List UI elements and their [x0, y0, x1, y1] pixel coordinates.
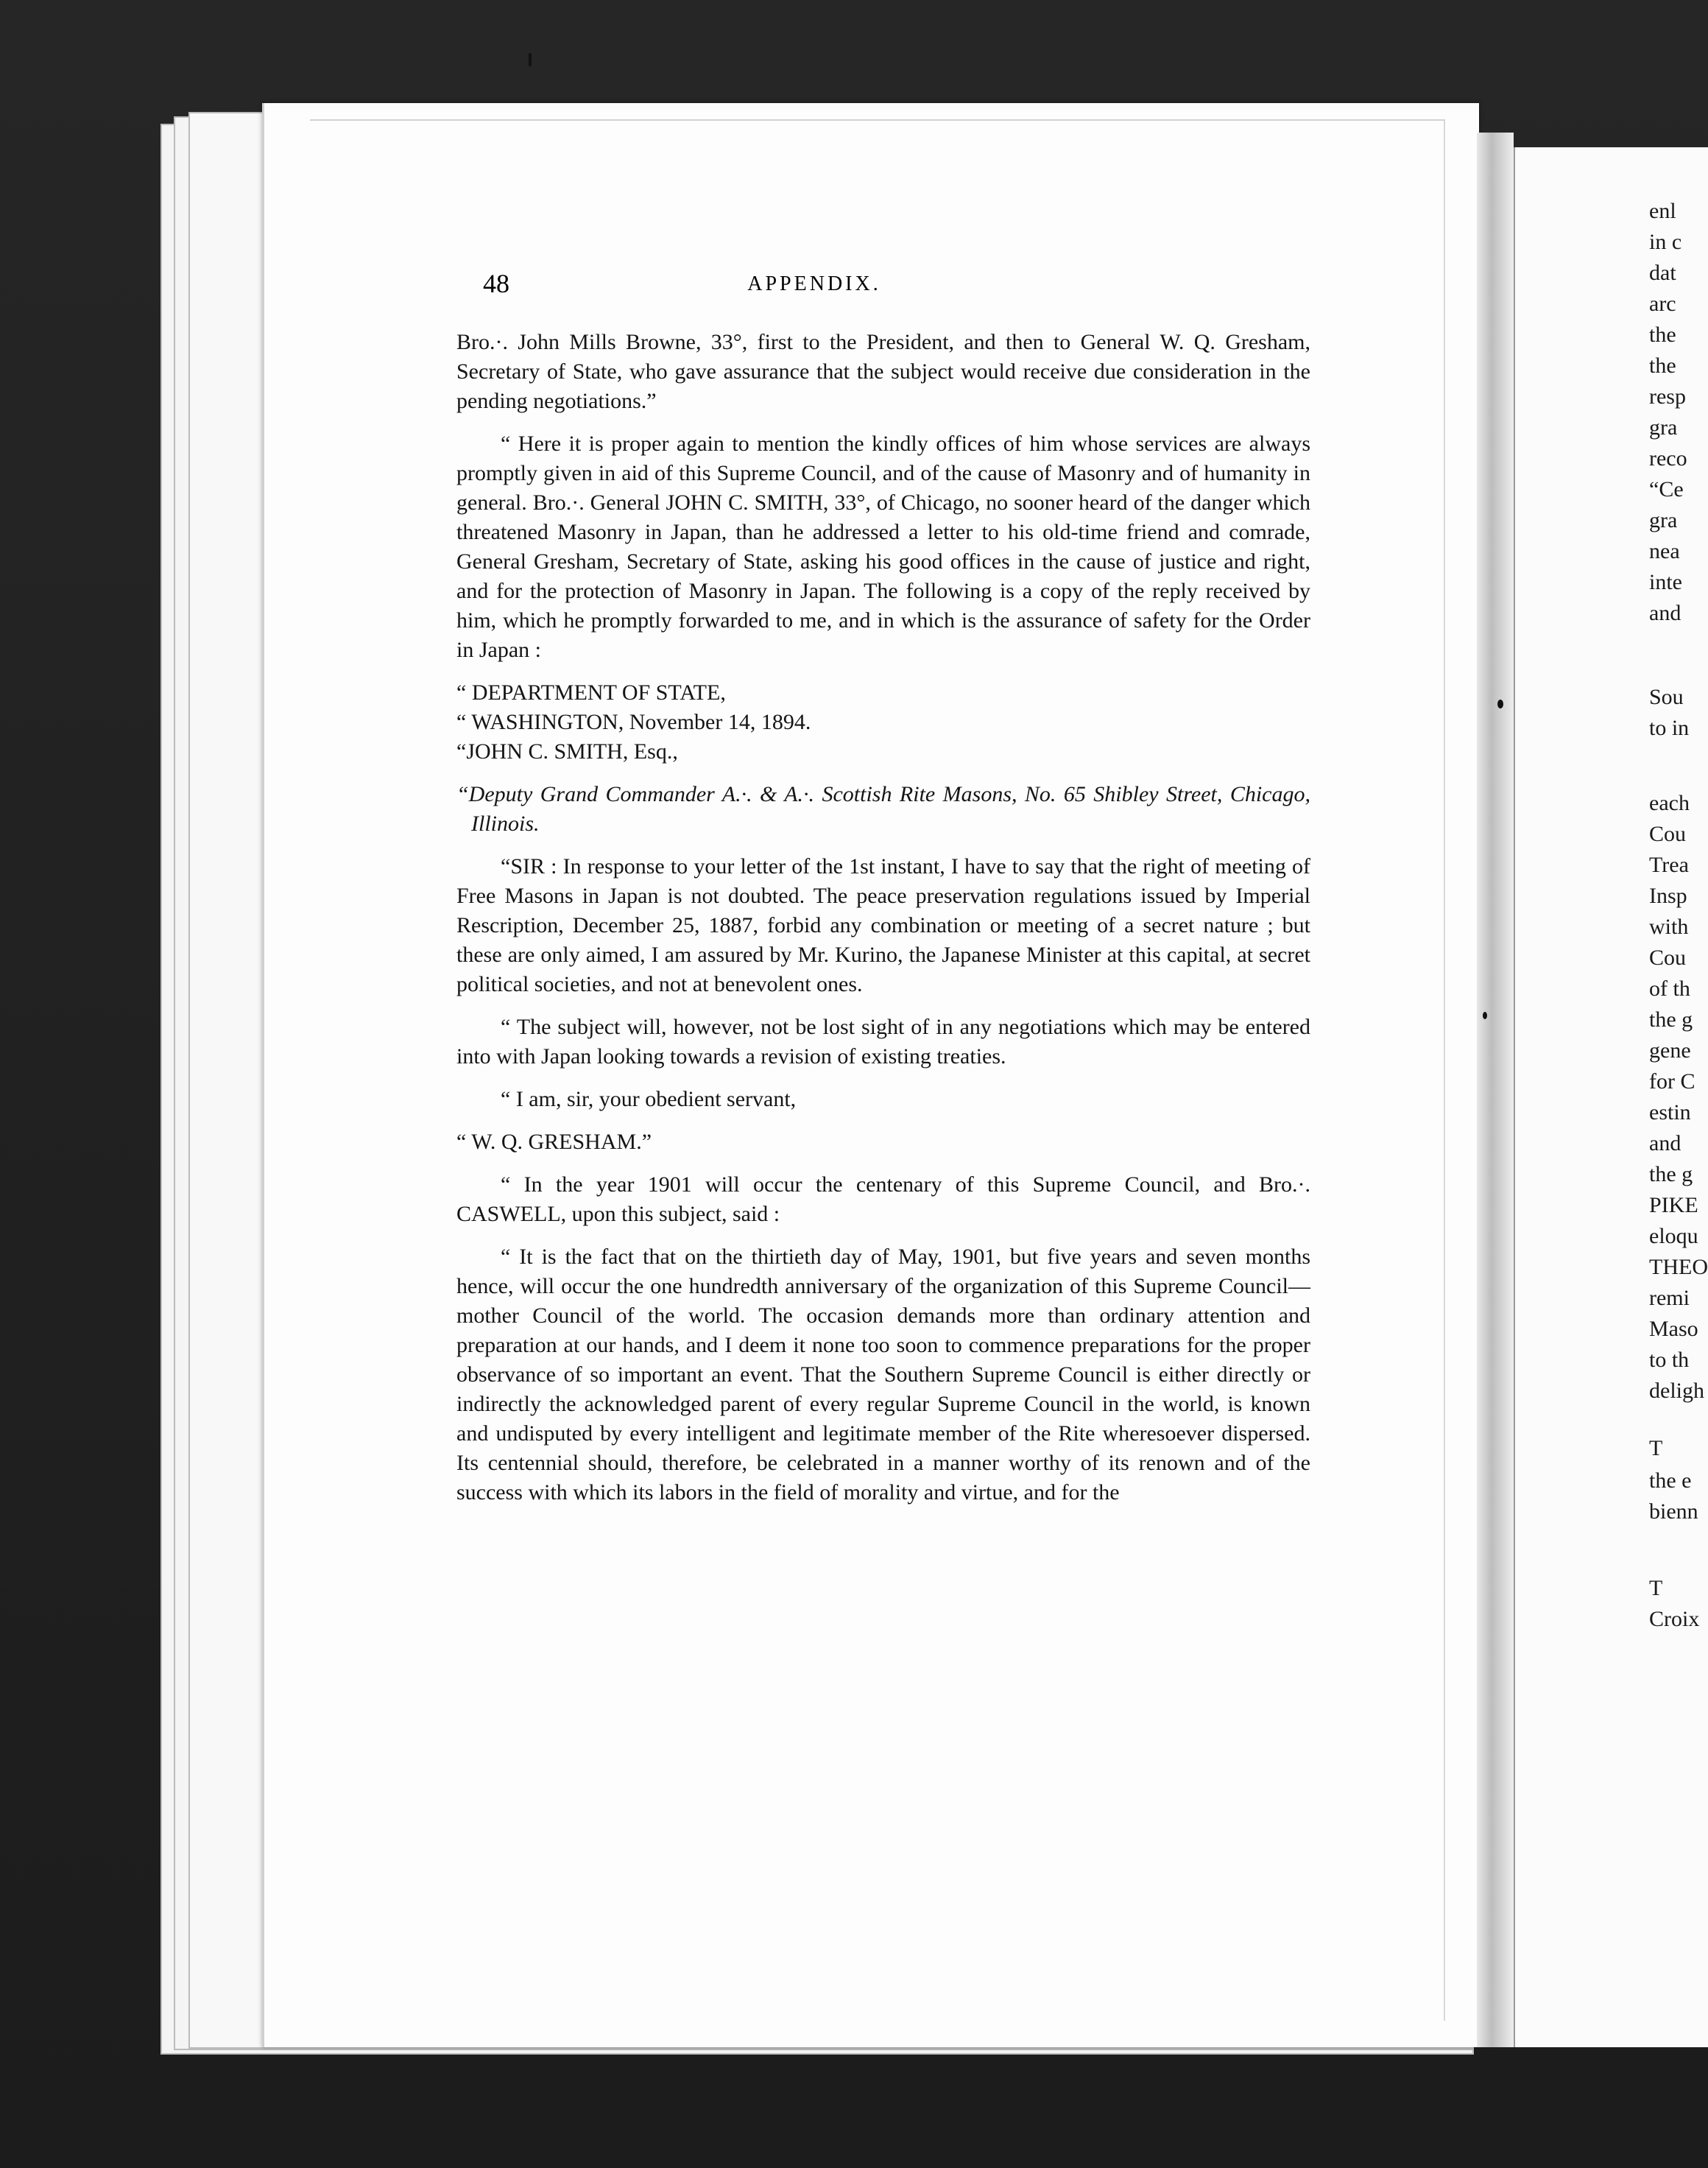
facing-page-fragment: of th: [1649, 976, 1690, 1001]
facing-page-fragment: the: [1649, 353, 1676, 378]
facing-page-fragment: Cou: [1649, 822, 1687, 846]
facing-page-fragment: Cou: [1649, 946, 1687, 970]
scan-speck: [1483, 1012, 1487, 1019]
addressee-title: “Deputy Grand Commander A.·. & A.·. Scottish Rite Masons, No. 65 Shibley Street, Chicago, Illinois.: [456, 782, 1310, 836]
letterhead-date: “ WASHINGTON, November 14, 1894.: [456, 710, 811, 734]
facing-page-fragment: bienn: [1649, 1499, 1698, 1524]
facing-page-fragment: Sou: [1649, 685, 1684, 709]
facing-page-fragment: arc: [1649, 292, 1676, 316]
paragraph: Bro.·. John Mills Browne, 33°, first to the President, and then to General W. Q. Gresham, Secretary of State, who gave assurance that the subject would receive due consideration in the pending negotiations.”: [456, 330, 1310, 413]
facing-page-fragment: remi: [1649, 1286, 1690, 1310]
facing-page-fragment: deligh: [1649, 1379, 1704, 1403]
facing-page-fragment: the e: [1649, 1468, 1692, 1493]
facing-page-fragment: with: [1649, 915, 1689, 939]
facing-page-fragment: nea: [1649, 539, 1680, 563]
facing-page-fragment: for C: [1649, 1069, 1695, 1094]
facing-page-fragment: and: [1649, 1131, 1681, 1155]
facing-page-fragment: dat: [1649, 261, 1676, 285]
facing-page: [1514, 147, 1708, 2047]
facing-page-fragment: and: [1649, 601, 1681, 625]
facing-page-fragment: Maso: [1649, 1317, 1698, 1341]
facing-page-fragment: enl: [1649, 199, 1676, 223]
paragraph: “ Here it is proper again to mention the kindly offices of him whose services are always promptly given in aid of this Supreme Council, and of the cause of Masonry and of humanity in general. Bro.·. General JOHN C. SMITH, 33°, of Chicago, no sooner heard of the danger which threatened Masonry in Japan, than he addressed a letter to his old-time friend and comrade, General Gresham, Secretary of State, asking his good offices in the cause of justice and right, and for the protection of Masonry in Japan. The following is a copy of the reply received by him, which he promptly forwarded to me, and in which is the assurance of safety for the Order in Japan :: [456, 432, 1310, 662]
facing-page-fragment: the g: [1649, 1007, 1693, 1032]
page-header: [483, 268, 1308, 305]
facing-page-fragment: inte: [1649, 570, 1682, 594]
facing-page-fragment: T: [1649, 1436, 1663, 1460]
facing-page-fragment: gra: [1649, 415, 1678, 440]
facing-page-fragment: estin: [1649, 1100, 1691, 1125]
facing-page-fragment: Trea: [1649, 853, 1689, 877]
scan-speck: [529, 53, 532, 66]
letter-closing: “ I am, sir, your obedient servant,: [501, 1087, 797, 1111]
facing-page-fragment: reco: [1649, 446, 1687, 471]
facing-page-fragment: to th: [1649, 1348, 1690, 1372]
facing-page-fragment: gene: [1649, 1038, 1691, 1063]
facing-page-fragment: to in: [1649, 716, 1690, 740]
facing-page-fragment: resp: [1649, 384, 1686, 409]
scan-speck: [1497, 700, 1503, 708]
paragraph: “ It is the fact that on the thirtieth day of May, 1901, but five years and seven months hence, will occur the one hundredth anniversary of the organization of this Supreme Council—mother Council of the world. The occasion demands more than ordinary attention and preparation at our hands, and I deem it none too soon to commence preparations for the proper observance of so important an event. That the Southern Supreme Council is either directly or indirectly the acknowledged parent of every regular Supreme Council in the world, is known and undisputed by every intelligent and legitimate member of the Rite wheresoever dispersed. Its centennial should, therefore, be celebrated in a manner worthy of its renown and of the success with which its labors in the field of morality and virtue, and for the: [456, 1245, 1310, 1504]
facing-page-fragment: each: [1649, 791, 1690, 815]
facing-page-fragment: Insp: [1649, 884, 1687, 908]
facing-page-fragment: Croix: [1649, 1607, 1700, 1631]
page-number: 48: [483, 269, 509, 298]
facing-page-fragment: gra: [1649, 508, 1678, 532]
book-gutter: [1477, 133, 1514, 2047]
paragraph: “ In the year 1901 will occur the centenary of this Supreme Council, and Bro.·. CASWELL, upon this subject, said :: [456, 1172, 1310, 1226]
addressee-name: “JOHN C. SMITH, Esq.,: [456, 739, 678, 764]
facing-page-fragment: the: [1649, 323, 1676, 347]
facing-page-fragment: PIKE: [1649, 1193, 1698, 1217]
facing-page-fragment: “Ce: [1649, 477, 1684, 501]
letter-signature: “ W. Q. GRESHAM.”: [456, 1130, 652, 1154]
letter-paragraph: “ The subject will, however, not be lost sight of in any negotiations which may be entered into with Japan looking towards a revision of existing treaties.: [456, 1015, 1310, 1069]
letter-paragraph: “SIR : In response to your letter of the 1st instant, I have to say that the right of meeting of Free Masons in Japan is not doubted. The peace preservation regulations issued by Imperial Rescription, December 25, 1887, forbid any combination or meeting of a secret nature ; but these are only aimed, I am assured by Mr. Kurino, the Japanese Minister at this capital, at secret political societies, and not at benevolent ones.: [456, 854, 1310, 996]
facing-page-fragment: the g: [1649, 1162, 1693, 1186]
letterhead-line: “ DEPARTMENT OF STATE,: [456, 680, 726, 705]
facing-page-fragment: THEO: [1649, 1255, 1708, 1279]
facing-page-fragment: T: [1649, 1576, 1663, 1600]
facing-page-fragment: in c: [1649, 230, 1682, 254]
page-body: [456, 328, 1310, 1521]
facing-page-fragment: eloqu: [1649, 1224, 1698, 1248]
running-head: APPENDIX.: [747, 272, 881, 295]
